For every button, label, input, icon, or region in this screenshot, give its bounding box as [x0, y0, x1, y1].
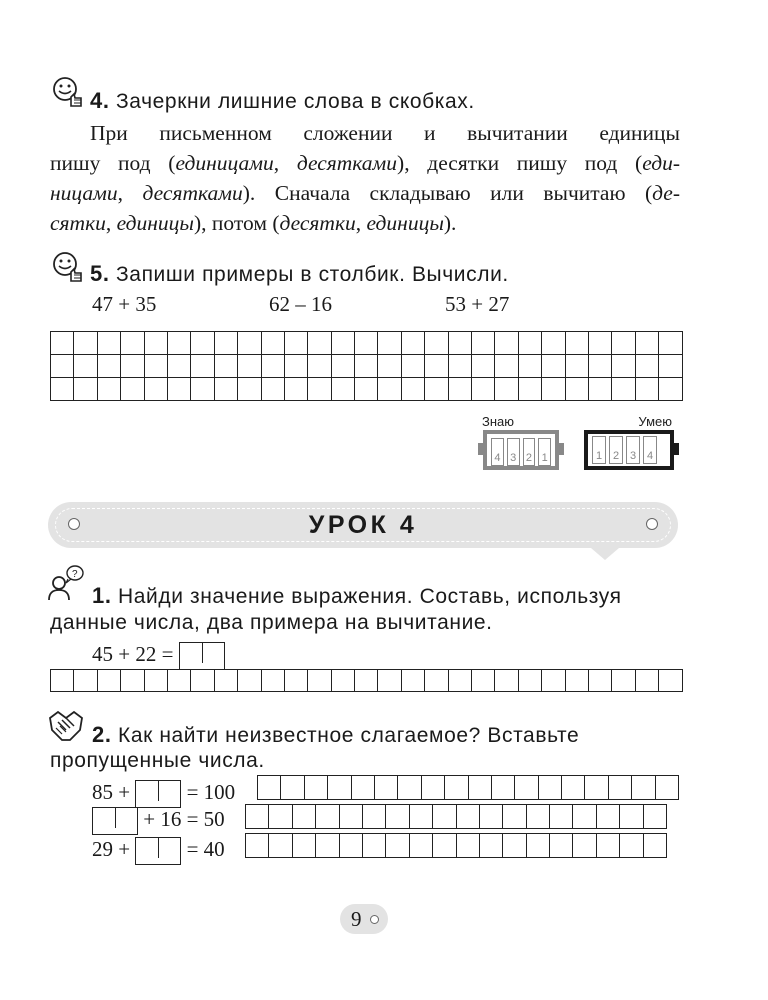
- grid-cell[interactable]: [515, 776, 538, 800]
- can-cell[interactable]: 1: [592, 436, 606, 464]
- grid-cell[interactable]: [472, 378, 495, 401]
- grid-cell[interactable]: [472, 670, 495, 692]
- grid-cell[interactable]: [480, 834, 503, 858]
- answer-grid[interactable]: [245, 833, 667, 858]
- lesson-banner: [48, 502, 678, 548]
- page-number-pill: [340, 904, 388, 934]
- option-word[interactable]: единицы: [116, 211, 194, 235]
- grid-cell[interactable]: [398, 776, 421, 800]
- grid-cell[interactable]: [472, 355, 495, 378]
- grid-cell[interactable]: [269, 805, 292, 829]
- option-word[interactable]: десятки: [279, 211, 356, 235]
- grid-cell[interactable]: [573, 834, 596, 858]
- grid-cell[interactable]: [308, 355, 331, 378]
- handshake-icon: [46, 708, 86, 744]
- grid-cell[interactable]: [352, 776, 375, 800]
- grid-cell[interactable]: [449, 332, 472, 355]
- lesson-title: УРОК 4: [308, 511, 418, 539]
- grid-cell[interactable]: [191, 670, 214, 692]
- grid-cell[interactable]: [262, 332, 285, 355]
- grid-cell[interactable]: [332, 355, 355, 378]
- grid-cell[interactable]: [191, 355, 214, 378]
- smiley-like-icon: [50, 250, 86, 284]
- grid-cell[interactable]: [480, 805, 503, 829]
- equation-row: 29 + = 40: [92, 837, 225, 865]
- grid-cell[interactable]: [620, 805, 643, 829]
- grid-cell[interactable]: [386, 805, 409, 829]
- grid-cell[interactable]: [51, 332, 74, 355]
- grid-cell[interactable]: [215, 355, 238, 378]
- grid-cell[interactable]: [269, 834, 292, 858]
- grid-cell[interactable]: [644, 805, 667, 829]
- task4-line: ницами, десятками). Сначала складываю или вычитаю (де-: [50, 181, 681, 205]
- grid-cell[interactable]: [145, 332, 168, 355]
- grid-cell[interactable]: [449, 378, 472, 401]
- option-word[interactable]: ницами: [50, 181, 118, 205]
- grid-cell[interactable]: [355, 332, 378, 355]
- grid-cell[interactable]: [562, 776, 585, 800]
- grid-cell[interactable]: [457, 805, 480, 829]
- grid-cell[interactable]: [495, 378, 518, 401]
- grid-cell[interactable]: [492, 776, 515, 800]
- grid-cell[interactable]: [121, 378, 144, 401]
- grid-cell[interactable]: [215, 332, 238, 355]
- circle-icon: [370, 915, 379, 924]
- grid-cell[interactable]: [566, 670, 589, 692]
- grid-cell[interactable]: [285, 355, 308, 378]
- grid-cell[interactable]: [121, 332, 144, 355]
- grid-cell[interactable]: [636, 670, 659, 692]
- grid-cell[interactable]: [659, 670, 682, 692]
- grid-cell[interactable]: [636, 355, 659, 378]
- grid-cell[interactable]: [332, 670, 355, 692]
- grid-cell[interactable]: [566, 332, 589, 355]
- grid-cell[interactable]: [378, 355, 401, 378]
- lesson-task1-number: 1.: [92, 583, 112, 608]
- grid-cell[interactable]: [449, 355, 472, 378]
- option-word[interactable]: сятки: [50, 211, 106, 235]
- grid-cell[interactable]: [121, 670, 144, 692]
- option-word[interactable]: десятками: [142, 181, 243, 205]
- grid-cell[interactable]: [422, 776, 445, 800]
- grid-cell[interactable]: [308, 378, 331, 401]
- grid-cell[interactable]: [281, 776, 304, 800]
- task4-instruction: Зачеркни лишние слова в скобках.: [116, 90, 475, 113]
- grid-cell[interactable]: [612, 355, 635, 378]
- grid-cell[interactable]: [609, 776, 632, 800]
- grid-cell[interactable]: [597, 805, 620, 829]
- task4-line: пишу под (единицами, десятками), десятки пишу под (еди-: [50, 151, 681, 175]
- grid-cell[interactable]: [98, 355, 121, 378]
- lesson-task2-line1: 2. Как найти неизвестное слагаемое? Вставьте: [92, 722, 580, 747]
- answer-grid[interactable]: [245, 804, 667, 829]
- grid-cell[interactable]: [51, 670, 74, 692]
- know-cell[interactable]: 1: [538, 438, 551, 466]
- grid-cell[interactable]: [74, 332, 97, 355]
- answer-grid[interactable]: [257, 775, 679, 800]
- answer-grid[interactable]: [50, 669, 683, 692]
- grid-cell[interactable]: [620, 834, 643, 858]
- equation-row: + 16 = 50: [92, 807, 225, 835]
- grid-cell[interactable]: [644, 834, 667, 858]
- grid-cell[interactable]: [51, 355, 74, 378]
- grid-cell[interactable]: [589, 332, 612, 355]
- answer-box[interactable]: [92, 807, 138, 835]
- task5-example: 53 + 27: [445, 292, 510, 316]
- grid-cell[interactable]: [527, 834, 550, 858]
- grid-cell[interactable]: [262, 378, 285, 401]
- can-label: Умею: [638, 414, 672, 429]
- grid-cell[interactable]: [74, 378, 97, 401]
- grid-cell[interactable]: [636, 378, 659, 401]
- grid-cell[interactable]: [410, 805, 433, 829]
- task4-number: 4.: [90, 88, 110, 113]
- grid-cell[interactable]: [597, 834, 620, 858]
- grid-cell[interactable]: [308, 332, 331, 355]
- grid-cell[interactable]: [378, 670, 401, 692]
- grid-cell[interactable]: [191, 332, 214, 355]
- grid-cell[interactable]: [363, 805, 386, 829]
- grid-cell[interactable]: [445, 776, 468, 800]
- grid-cell[interactable]: [566, 378, 589, 401]
- option-word[interactable]: де-: [652, 181, 681, 205]
- grid-cell[interactable]: [566, 355, 589, 378]
- grid-cell[interactable]: [519, 378, 542, 401]
- grid-cell[interactable]: [285, 670, 308, 692]
- grid-cell[interactable]: [402, 670, 425, 692]
- lesson-task2-number: 2.: [92, 722, 112, 747]
- grid-cell[interactable]: [659, 355, 682, 378]
- grid-cell[interactable]: [145, 378, 168, 401]
- grid-cell[interactable]: [433, 805, 456, 829]
- grid-cell[interactable]: [168, 670, 191, 692]
- option-word[interactable]: десятками: [296, 151, 398, 175]
- grid-cell[interactable]: [527, 805, 550, 829]
- grid-cell[interactable]: [285, 378, 308, 401]
- grid-cell[interactable]: [573, 805, 596, 829]
- grid-cell[interactable]: [215, 378, 238, 401]
- grid-cell[interactable]: [145, 355, 168, 378]
- grid-cell[interactable]: [425, 670, 448, 692]
- grid-cell[interactable]: [612, 378, 635, 401]
- banner-pointer: [591, 548, 619, 560]
- lesson-task1-line1: 1. Найди значение выражения. Составь, используя: [92, 583, 622, 608]
- grid-cell[interactable]: [386, 834, 409, 858]
- grid-cell[interactable]: [469, 776, 492, 800]
- grid-cell[interactable]: [332, 378, 355, 401]
- page-number: 9: [351, 907, 362, 931]
- grid-cell[interactable]: [340, 805, 363, 829]
- option-word[interactable]: единицами: [175, 151, 274, 175]
- grid-cell[interactable]: [659, 378, 682, 401]
- grid-cell[interactable]: [539, 776, 562, 800]
- grid-cell[interactable]: [425, 332, 448, 355]
- grid-cell[interactable]: [433, 834, 456, 858]
- grid-cell[interactable]: [589, 378, 612, 401]
- grid-cell[interactable]: [449, 670, 472, 692]
- grid-cell[interactable]: [503, 805, 526, 829]
- lesson-task1-line2: данные числа, два примера на вычитание.: [50, 611, 493, 634]
- grid-cell[interactable]: [585, 776, 608, 800]
- task5-example: 62 – 16: [269, 292, 332, 316]
- grid-cell[interactable]: [378, 332, 401, 355]
- grid-cell[interactable]: [495, 670, 518, 692]
- can-cell[interactable]: 2: [609, 436, 623, 464]
- lesson-task1-expression: 45 + 22 =: [92, 642, 225, 670]
- grid-cell[interactable]: [612, 670, 635, 692]
- option-word[interactable]: единицы: [366, 211, 444, 235]
- can-cell[interactable]: 4: [643, 436, 657, 464]
- task5-heading: [90, 261, 509, 287]
- grid-cell[interactable]: [472, 332, 495, 355]
- grid-cell[interactable]: [402, 355, 425, 378]
- grid-cell[interactable]: [542, 332, 565, 355]
- grid-cell[interactable]: [375, 776, 398, 800]
- thinking-person-icon: [46, 564, 86, 604]
- answer-box[interactable]: [179, 642, 225, 670]
- grid-cell[interactable]: [121, 355, 144, 378]
- grid-cell[interactable]: [238, 332, 261, 355]
- grid-cell[interactable]: [542, 378, 565, 401]
- grid-cell[interactable]: [542, 670, 565, 692]
- task5-instruction: Запиши примеры в столбик. Вычисли.: [116, 263, 509, 286]
- grid-cell[interactable]: [402, 378, 425, 401]
- grid-cell[interactable]: [519, 355, 542, 378]
- grid-cell[interactable]: [246, 805, 269, 829]
- grid-cell[interactable]: [168, 355, 191, 378]
- grid-cell[interactable]: [495, 332, 518, 355]
- grid-cell[interactable]: [589, 355, 612, 378]
- grid-cell[interactable]: [98, 378, 121, 401]
- answer-box[interactable]: [135, 780, 181, 808]
- grid-cell[interactable]: [293, 834, 316, 858]
- grid-cell[interactable]: [215, 670, 238, 692]
- grid-cell[interactable]: [656, 776, 679, 800]
- grid-cell[interactable]: [612, 332, 635, 355]
- option-word[interactable]: еди-: [642, 151, 681, 175]
- grid-cell[interactable]: [519, 670, 542, 692]
- grid-cell[interactable]: [659, 332, 682, 355]
- grid-cell[interactable]: [632, 776, 655, 800]
- grid-cell[interactable]: [145, 670, 168, 692]
- grid-cell[interactable]: [332, 332, 355, 355]
- grid-cell[interactable]: [262, 670, 285, 692]
- grid-cell[interactable]: [542, 355, 565, 378]
- grid-cell[interactable]: [305, 776, 328, 800]
- grid-cell[interactable]: [74, 355, 97, 378]
- equation-row: 85 + = 100: [92, 780, 235, 808]
- know-label: Знаю: [482, 414, 515, 429]
- grid-cell[interactable]: [285, 332, 308, 355]
- task5-example: 47 + 35: [92, 292, 157, 316]
- can-battery: [584, 414, 680, 470]
- task4-line: При письменном сложении и вычитании единицы: [90, 121, 680, 145]
- answer-grid[interactable]: [50, 331, 683, 401]
- grid-cell[interactable]: [402, 332, 425, 355]
- grid-cell[interactable]: [425, 378, 448, 401]
- grid-cell[interactable]: [589, 670, 612, 692]
- grid-cell[interactable]: [328, 776, 351, 800]
- know-cell[interactable]: 3: [507, 438, 520, 466]
- can-cell[interactable]: 3: [626, 436, 640, 464]
- grid-cell[interactable]: [316, 834, 339, 858]
- lesson-task2-line2: пропущенные числа.: [50, 749, 265, 772]
- grid-cell[interactable]: [457, 834, 480, 858]
- grid-cell[interactable]: [191, 378, 214, 401]
- grid-cell[interactable]: [246, 834, 269, 858]
- task4-paragraph: [50, 118, 680, 238]
- grid-cell[interactable]: [238, 378, 261, 401]
- grid-cell[interactable]: [258, 776, 281, 800]
- task5-number: 5.: [90, 261, 110, 286]
- grid-cell[interactable]: [550, 834, 573, 858]
- know-cell[interactable]: 4: [491, 438, 504, 466]
- grid-cell[interactable]: [238, 670, 261, 692]
- grid-cell[interactable]: [98, 332, 121, 355]
- grid-cell[interactable]: [98, 670, 121, 692]
- grid-cell[interactable]: [363, 834, 386, 858]
- smiley-like-icon: [50, 75, 86, 109]
- task4-heading: [90, 88, 475, 114]
- grid-cell[interactable]: [262, 355, 285, 378]
- grid-cell[interactable]: [308, 670, 331, 692]
- grid-cell[interactable]: [168, 332, 191, 355]
- grid-cell[interactable]: [550, 805, 573, 829]
- know-cell[interactable]: 2: [523, 438, 536, 466]
- grid-cell[interactable]: [495, 355, 518, 378]
- grid-cell[interactable]: [378, 378, 401, 401]
- task4-line: сятки, единицы), потом (десятки, единицы).: [50, 211, 457, 235]
- grid-cell[interactable]: [238, 355, 261, 378]
- grid-cell[interactable]: [503, 834, 526, 858]
- answer-box[interactable]: [135, 837, 181, 865]
- grid-cell[interactable]: [355, 378, 378, 401]
- grid-cell[interactable]: [355, 670, 378, 692]
- grid-cell[interactable]: [355, 355, 378, 378]
- grid-cell[interactable]: [293, 805, 316, 829]
- grid-cell[interactable]: [636, 332, 659, 355]
- know-battery: [478, 414, 564, 470]
- svg-text:?: ?: [72, 569, 78, 580]
- grid-cell[interactable]: [168, 378, 191, 401]
- grid-cell[interactable]: [340, 834, 363, 858]
- grid-cell[interactable]: [51, 378, 74, 401]
- grid-cell[interactable]: [425, 355, 448, 378]
- grid-cell[interactable]: [519, 332, 542, 355]
- grid-cell[interactable]: [74, 670, 97, 692]
- grid-cell[interactable]: [316, 805, 339, 829]
- grid-cell[interactable]: [410, 834, 433, 858]
